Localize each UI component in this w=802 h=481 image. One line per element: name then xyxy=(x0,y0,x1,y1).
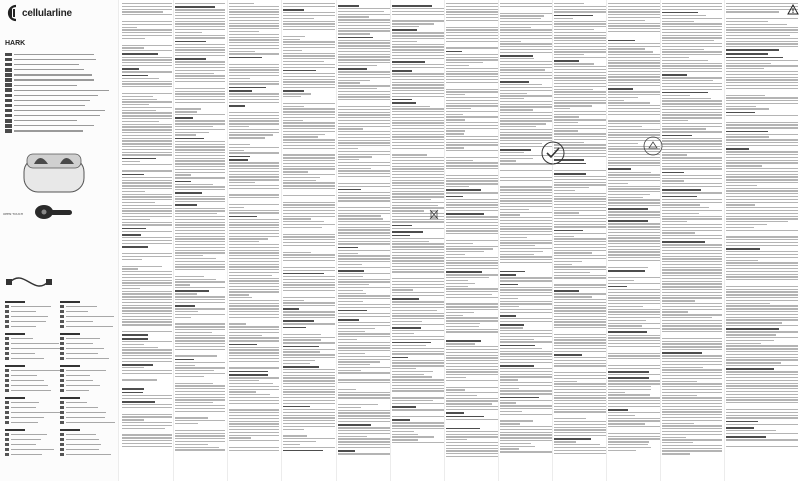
descriptions-block-2 xyxy=(60,300,118,460)
brand-logo xyxy=(5,4,72,22)
check-mark-icon xyxy=(538,140,568,166)
flag-icon xyxy=(5,63,12,67)
flag-icon xyxy=(5,124,12,128)
text-column xyxy=(175,3,225,452)
text-column xyxy=(283,3,335,453)
flag-icon xyxy=(5,114,12,118)
earbud-icon xyxy=(30,200,80,228)
text-column xyxy=(554,3,606,455)
flag-icon xyxy=(5,119,12,123)
text-column xyxy=(229,3,279,453)
flag-icon xyxy=(5,78,12,82)
text-column xyxy=(726,3,798,449)
flag-icon xyxy=(5,109,12,113)
figure-label: OPEN TOUCH xyxy=(3,212,24,216)
text-column xyxy=(392,3,444,445)
flag-icon xyxy=(5,83,12,87)
text-column xyxy=(500,3,552,454)
flag-icon xyxy=(5,104,12,108)
flag-icon xyxy=(5,88,12,92)
usb-cable-icon xyxy=(4,268,54,296)
flag-icon xyxy=(5,73,12,77)
text-column xyxy=(662,3,722,456)
language-list xyxy=(5,52,113,134)
text-column xyxy=(122,3,172,448)
cover-column xyxy=(0,0,118,481)
text-column xyxy=(446,3,498,459)
flag-icon xyxy=(5,129,12,133)
logo-icon xyxy=(5,4,19,22)
warning-triangle-icon xyxy=(787,4,799,15)
brand-name: cellularline xyxy=(22,7,72,19)
flag-icon xyxy=(5,94,12,98)
flag-icon xyxy=(5,58,12,62)
descriptions-block xyxy=(5,300,67,460)
flag-icon xyxy=(5,99,12,103)
product-name: HARK xyxy=(5,40,26,47)
text-column xyxy=(608,3,660,456)
flag-icon xyxy=(5,53,12,57)
text-column xyxy=(338,3,390,456)
flag-icon xyxy=(5,68,12,72)
crossed-bin-icon xyxy=(429,208,439,220)
charging-case-icon xyxy=(20,150,90,195)
recycle-icon xyxy=(642,135,664,157)
language-row xyxy=(5,128,113,133)
